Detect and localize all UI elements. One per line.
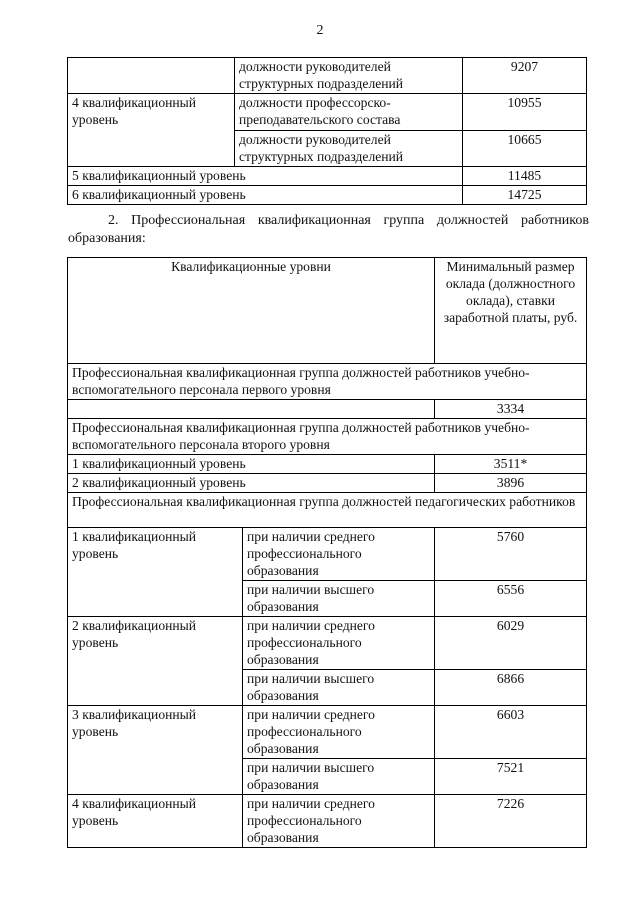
group-title-row [68,364,587,400]
table-row [68,185,587,204]
table-row [68,58,587,94]
table-header-row [68,258,587,364]
level-cell: 1 квалификационный уровень [68,527,243,616]
salary-table-education [67,257,587,848]
salary-cell: 10955 [463,94,587,131]
table-row [68,473,587,492]
salary-cell: 7226 [435,794,587,847]
condition-cell: при наличии среднего профессионального образования [243,794,435,847]
table-row [68,794,587,847]
salary-cell: 3511* [435,454,587,473]
table-row [68,616,587,669]
level-cell: 1 квалификационный уровень [68,454,435,473]
header-salary: Минимальный размер оклада (должностного оклада), ставки заработной платы, руб. [435,258,587,364]
position-cell: должности профессорско-преподавательского состава [235,94,463,131]
table-row [68,454,587,473]
salary-cell: 11485 [463,167,587,186]
salary-cell: 14725 [463,185,587,204]
header-levels: Квалификационные уровни [68,258,435,364]
level-cell: 5 квалификационный уровень [68,167,463,186]
condition-cell: при наличии высшего образования [243,669,435,705]
group-title: Профессиональная квалификационная группа должностей работников учебно-вспомогательного персонала второго уровня [68,418,587,454]
page-number: 2 [316,23,324,38]
level-cell [68,400,435,419]
table-row [68,705,587,758]
salary-cell: 10665 [463,131,587,167]
salary-cell: 7521 [435,758,587,794]
condition-cell: при наличии среднего профессионального образования [243,527,435,580]
salary-cell: 5760 [435,527,587,580]
level-cell: 2 квалификационный уровень [68,473,435,492]
level-cell: 6 квалификационный уровень [68,185,463,204]
group-title: Профессиональная квалификационная группа должностей работников учебно-вспомогательного персонала первого уровня [68,364,587,400]
salary-cell: 9207 [463,58,587,94]
table-row [68,167,587,186]
salary-table-continuation [67,57,587,205]
salary-cell: 3896 [435,473,587,492]
salary-cell: 6029 [435,616,587,669]
position-cell: должности руководителей структурных подразделений [235,131,463,167]
group-title-row [68,418,587,454]
section-paragraph: 2. Профессиональная квалификационная группа должностей работников образования: [68,213,589,246]
salary-cell: 6603 [435,705,587,758]
group-title: Профессиональная квалификационная группа должностей педагогических работников [68,492,587,527]
table-row [68,94,587,131]
salary-cell: 3334 [435,400,587,419]
position-cell: должности руководителей структурных подразделений [235,58,463,94]
group-title-row [68,492,587,527]
level-cell: 3 квалификационный уровень [68,705,243,794]
level-cell: 4 квалификационный уровень [68,794,243,847]
condition-cell: при наличии высшего образования [243,758,435,794]
level-cell [68,58,235,94]
table-row [68,400,587,419]
level-cell: 2 квалификационный уровень [68,616,243,705]
level-cell: 4 квалификационный уровень [68,94,235,167]
salary-cell: 6866 [435,669,587,705]
condition-cell: при наличии среднего профессионального образования [243,616,435,669]
condition-cell: при наличии среднего профессионального образования [243,705,435,758]
salary-cell: 6556 [435,580,587,616]
table-row [68,527,587,580]
condition-cell: при наличии высшего образования [243,580,435,616]
